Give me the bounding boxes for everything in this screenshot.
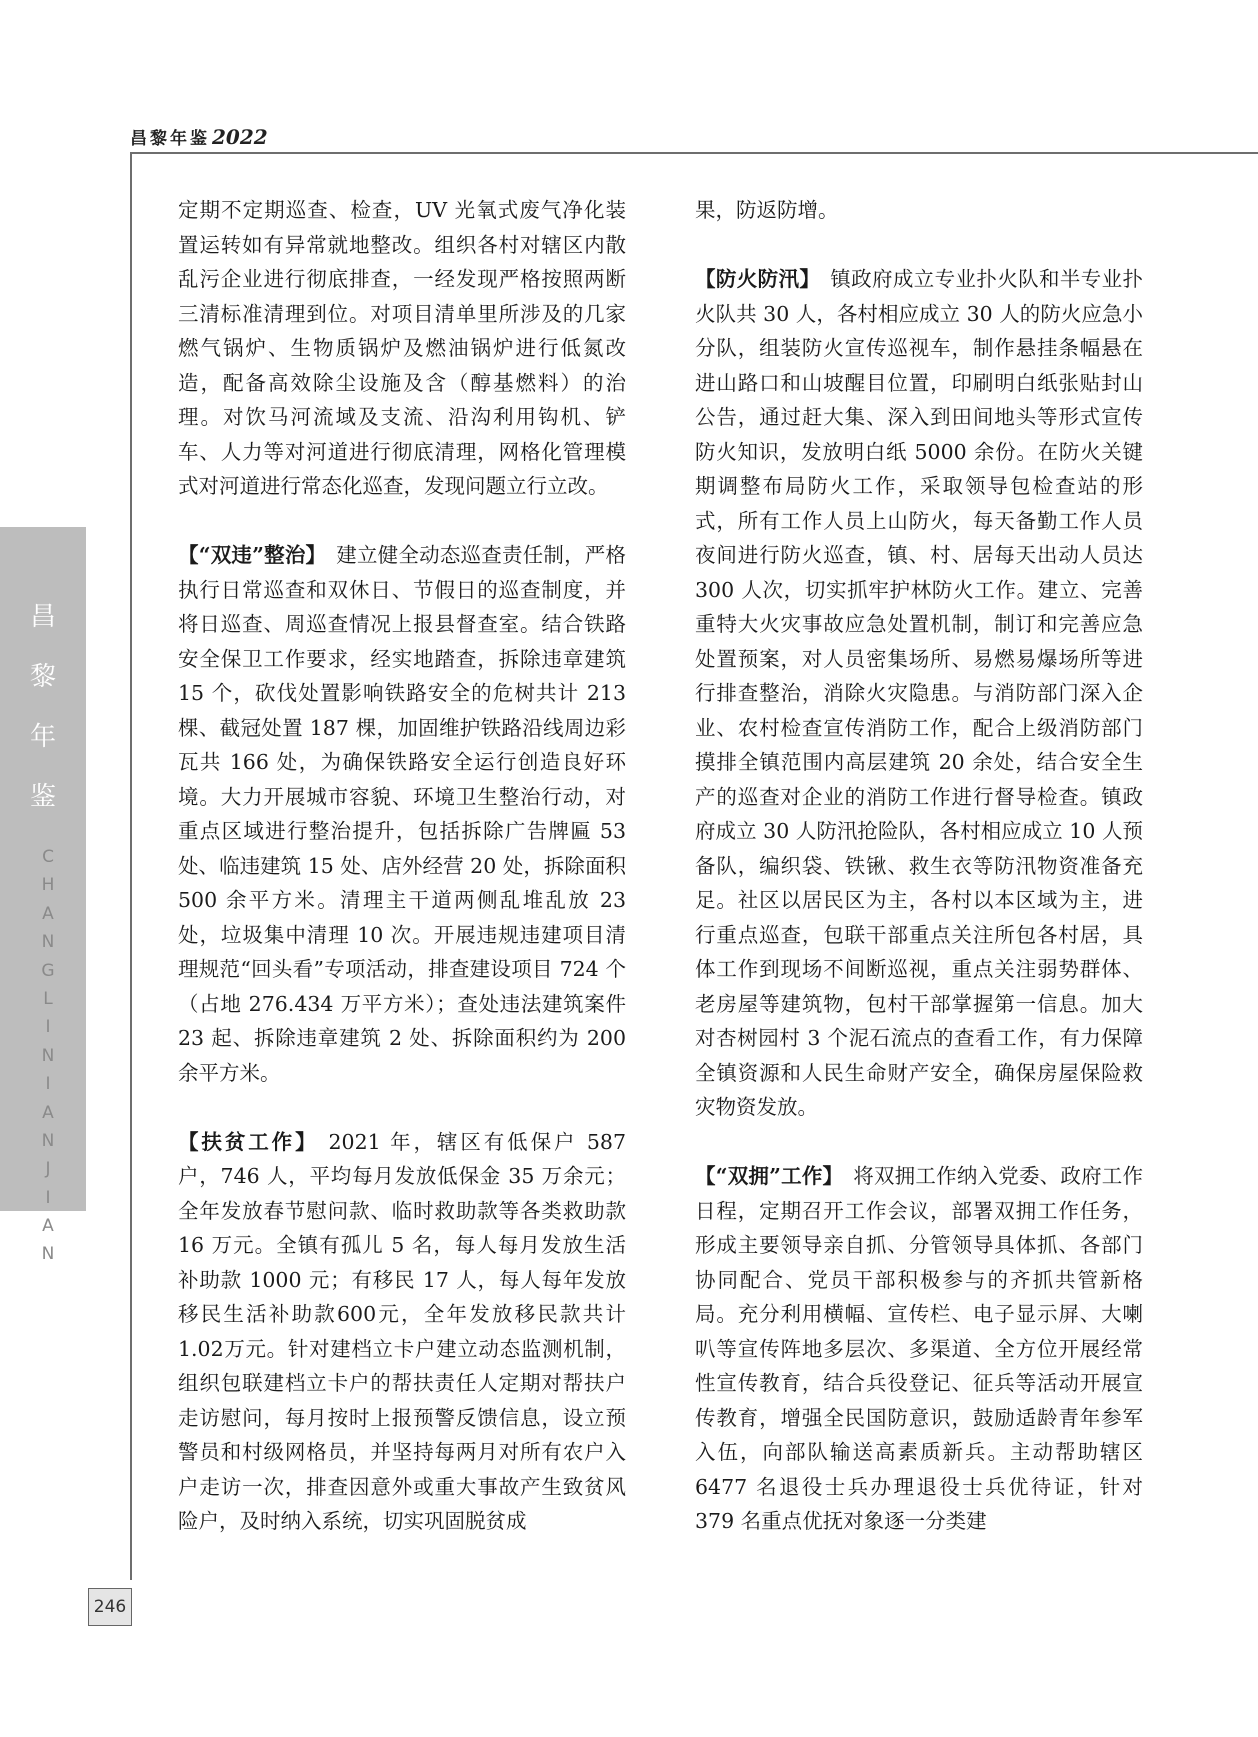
pinyin-letter: A <box>42 1102 54 1123</box>
pinyin-letter: L <box>43 988 53 1009</box>
sidebar-title-char: 昌 <box>29 602 56 632</box>
paragraph <box>695 193 1143 228</box>
book-year: 2022 <box>212 125 268 149</box>
book-title: 昌黎年鉴 <box>130 129 210 149</box>
sidebar-title-char: 黎 <box>29 662 56 692</box>
paragraph-text: 定期不定期巡查、检查，UV 光氧式废气净化装置运转如有异常就地整改。组织各村对辖区内散乱污企业进行彻底排查，一经发现严格按照两断三清标准清理到位。对项目清单里所涉及的几家燃气锅炉、生物质锅炉及燃油锅炉进行低氮改造，配备高效除尘设施及含（醇基燃料）的治理。对饮马河流域及支流、沿沟利用钩机、铲车、人力等对河道进行彻底清理，网格化管理模式对河道进行常态化巡查，发现问题立行立改。 <box>178 198 626 498</box>
paragraph-text: 镇政府成立专业扑火队和半专业扑火队共 30 人，各村相应成立 30 人的防火应急小分队，组装防火宣传巡视车，制作悬挂条幅悬在进山路口和山坡醒目位置，印刷明白纸张贴封山公告，通过赶大集、深入到田间地头等形式宣传防火知识，发放明白纸 5000 余份。在防火关键期调整布局防火工作，采取领导包检查站的形式，所有工作人员上山防火，每天备勤工作人员夜间进行防火巡查，镇、村、居每天出动人员达 300 人次，切实抓牢护林防火工作。建立、完善重特大火灾事故应急处置机制，制订和完善应急处置预案，对人员密集场所、易燃易爆场所等进行排查整治，消除火灾隐患。与消防部门深入企业、农村检查宣传消防工作，配合上级消防部门摸排全镇范围内高层建筑 20 余处，结合安全生产的巡查对企业的消防工作进行督导检查。镇政府成立 30 人防汛抢险队，各村相应成立 10 人预备队，编织袋、铁锹、救生衣等防汛物资准备充足。社区以居民区为主，各村以本区域为主，进行重点巡查，包联干部重点关注所包各村居，具体工作到现场不间断巡视，重点关注弱势群体、老房屋等建筑物，包村干部掌握第一信息。加大对杏树园村 3 个泥石流点的查看工作，有力保障全镇资源和人民生命财产安全，确保房屋保险救灾物资发放。 <box>695 267 1143 1119</box>
paragraph-text: 建立健全动态巡查责任制，严格执行日常巡查和双休日、节假日的巡查制度，并将日巡查、周巡查情况上报县督查室。结合铁路安全保卫工作要求，经实地踏查，拆除违章建筑 15 个，砍伐处置影响铁路安全的危树共计 213 棵、截冠处置 187 棵，加固维护铁路沿线周边彩瓦共 166 处，为确保铁路安全运行创造良好环境。大力开展城市容貌、环境卫生整治行动，对重点区域进行整治提升，包括拆除广告牌匾 53 处、临违建筑 15 处、店外经营 20 处，拆除面积 500 余平方米。清理主干道两侧乱堆乱放 23 处，垃圾集中清理 10 次。开展违规违建项目清理规范“回头看”专项活动，排查建设项目 724 个（占地 276.434 万平方米）；查处违法建筑案件 23 起、拆除违章建筑 2 处、拆除面积约为 200 余平方米。 <box>178 543 626 1085</box>
paragraph <box>695 1159 1143 1539</box>
sidebar-title-char: 鉴 <box>29 782 56 812</box>
sidebar-title-char: 年 <box>29 722 56 752</box>
pinyin-letter: I <box>45 1074 51 1095</box>
pinyin-letter: A <box>42 903 54 924</box>
pinyin-letter: N <box>41 1045 55 1066</box>
frame-top-rule <box>130 152 1258 154</box>
section-heading: 【“双违”整治】 <box>178 543 327 567</box>
page-number: 246 <box>88 1588 132 1626</box>
section-heading: 【防火防汛】 <box>695 267 821 291</box>
paragraph-text: 2021 年，辖区有低保户 587 户，746 人，平均每月发放低保金 35 万余元；全年发放春节慰问款、临时救助款等各类救助款 16 万元。全镇有孤儿 5 名，每人每月发放生活补助款 1000 元；有移民 17 人，每人每年发放移民生活补助款600元，全年发放移民款共计1.02万元。针对建档立卡户建立动态监测机制，组织包联建档立卡户的帮扶责任人定期对帮扶户走访慰问，每月按时上报预警反馈信息，设立预警员和村级网格员，并坚持每两月对所有农户入户走访一次，排查因意外或重大事故产生致贫风险户，及时纳入系统，切实巩固脱贫成 <box>178 1129 626 1533</box>
left-column <box>178 193 626 1539</box>
running-header <box>130 124 268 149</box>
pinyin-letter: N <box>41 1244 55 1265</box>
paragraph <box>178 193 626 504</box>
pinyin-letter: I <box>45 1187 51 1208</box>
section-heading: 【“双拥”工作】 <box>695 1164 844 1188</box>
pinyin-letter: N <box>41 1130 55 1151</box>
sidebar-pinyin <box>38 843 58 1269</box>
paragraph-text: 将双拥工作纳入党委、政府工作日程，定期召开工作会议，部署双拥工作任务，形成主要领导亲自抓、分管领导具体抓、各部门协同配合、党员干部积极参与的齐抓共管新格局。充分利用横幅、宣传栏、电子显示屏、大喇叭等宣传阵地多层次、多渠道、全方位开展经常性宣传教育，结合兵役登记、征兵等活动开展宣传教育，增强全民国防意识，鼓励适龄青年参军入伍，向部队输送高素质新兵。主动帮助辖区 6477 名退役士兵办理退役士兵优待证，针对 379 名重点优抚对象逐一分类建 <box>695 1164 1143 1533</box>
pinyin-letter: H <box>41 875 55 896</box>
section-heading: 【扶贫工作】 <box>178 1129 319 1154</box>
paragraph <box>695 262 1143 1125</box>
frame-left-rule <box>130 152 132 1580</box>
pinyin-letter: G <box>41 960 55 981</box>
paragraph-text: 果，防返防增。 <box>695 198 839 222</box>
pinyin-letter: C <box>42 847 54 867</box>
paragraph <box>178 538 626 1090</box>
pinyin-letter: N <box>41 932 55 953</box>
right-column <box>695 193 1143 1539</box>
sidebar-tab <box>0 527 86 1265</box>
pinyin-letter: I <box>45 1017 51 1038</box>
sidebar-title <box>0 587 86 827</box>
pinyin-letter: J <box>45 1159 51 1180</box>
pinyin-letter: A <box>42 1216 54 1237</box>
paragraph <box>178 1125 626 1539</box>
